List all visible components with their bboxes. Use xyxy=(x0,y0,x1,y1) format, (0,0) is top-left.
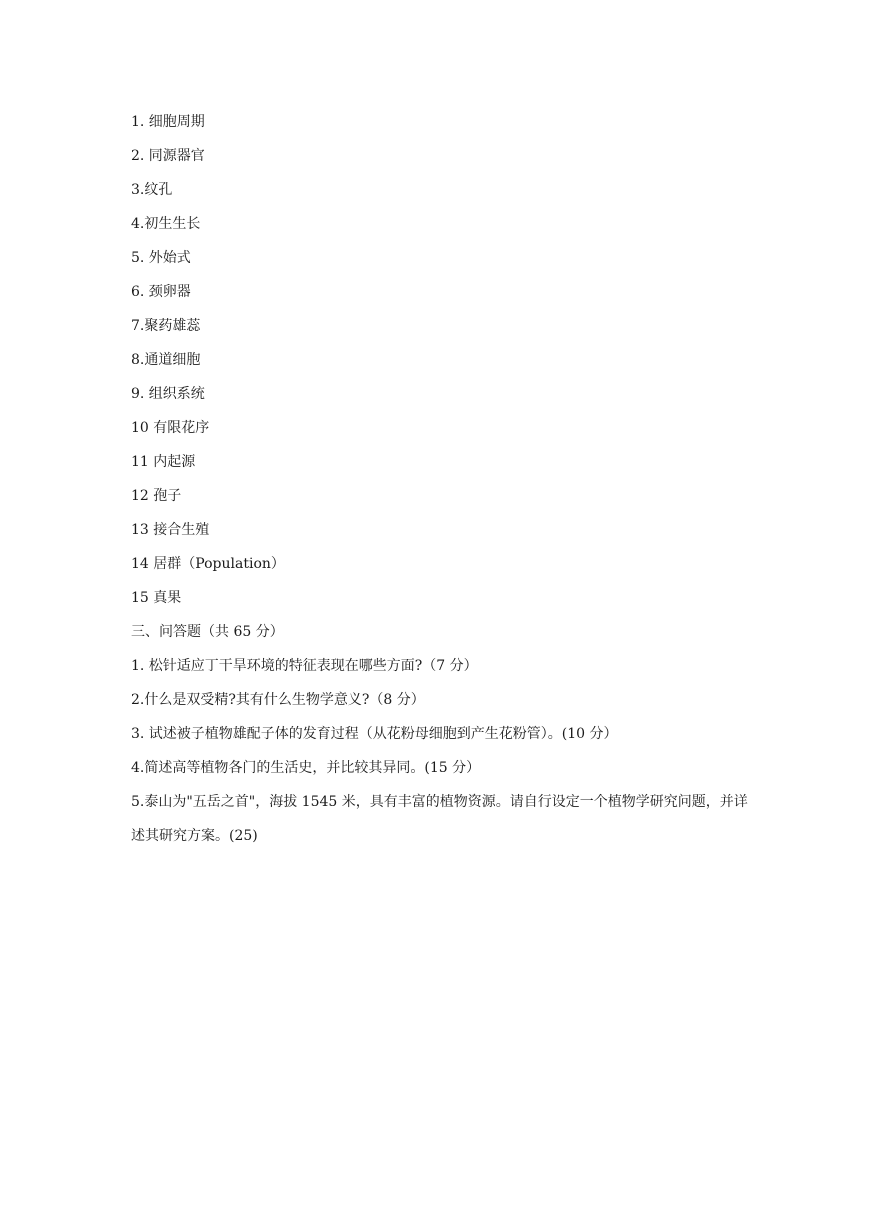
term-item: 7.聚药雄蕊 xyxy=(131,318,201,334)
term-item: 4.初生生长 xyxy=(131,216,201,232)
section-heading: 三、问答题（共 65 分） xyxy=(131,624,284,640)
term-item: 8.通道细胞 xyxy=(131,352,201,368)
term-item: 3.纹孔 xyxy=(131,182,173,198)
term-item: 10 有限花序 xyxy=(131,420,210,436)
term-item: 11 内起源 xyxy=(131,454,196,470)
term-item: 5. 外始式 xyxy=(131,250,191,266)
question-item: 1. 松针适应丁干旱环境的特征表现在哪些方面?（7 分） xyxy=(131,658,478,674)
term-item: 6. 颈卵器 xyxy=(131,284,191,300)
document-content xyxy=(131,110,751,853)
term-item: 2. 同源器官 xyxy=(131,148,205,164)
term-item: 1. 细胞周期 xyxy=(131,114,205,130)
term-item: 15 真果 xyxy=(131,590,182,606)
question-item: 4.简述高等植物各门的生活史，并比较其异同。(15 分） xyxy=(131,760,481,776)
question-item: 2.什么是双受精?其有什么生物学意义?（8 分） xyxy=(131,692,425,708)
term-item: 9. 组织系统 xyxy=(131,386,205,402)
term-item: 14 居群（Population） xyxy=(131,556,285,572)
question-item: 3. 试述被子植物雄配子体的发育过程（从花粉母细胞到产生花粉管）。(10 分） xyxy=(131,726,618,742)
term-item: 12 孢子 xyxy=(131,488,182,504)
term-item: 13 接合生殖 xyxy=(131,522,210,538)
question-item: 5.泰山为"五岳之首"，海拔 1545 米，具有丰富的植物资源。请自行设定一个植物学研究问题，并详述其研究方案。(25) xyxy=(131,794,748,844)
